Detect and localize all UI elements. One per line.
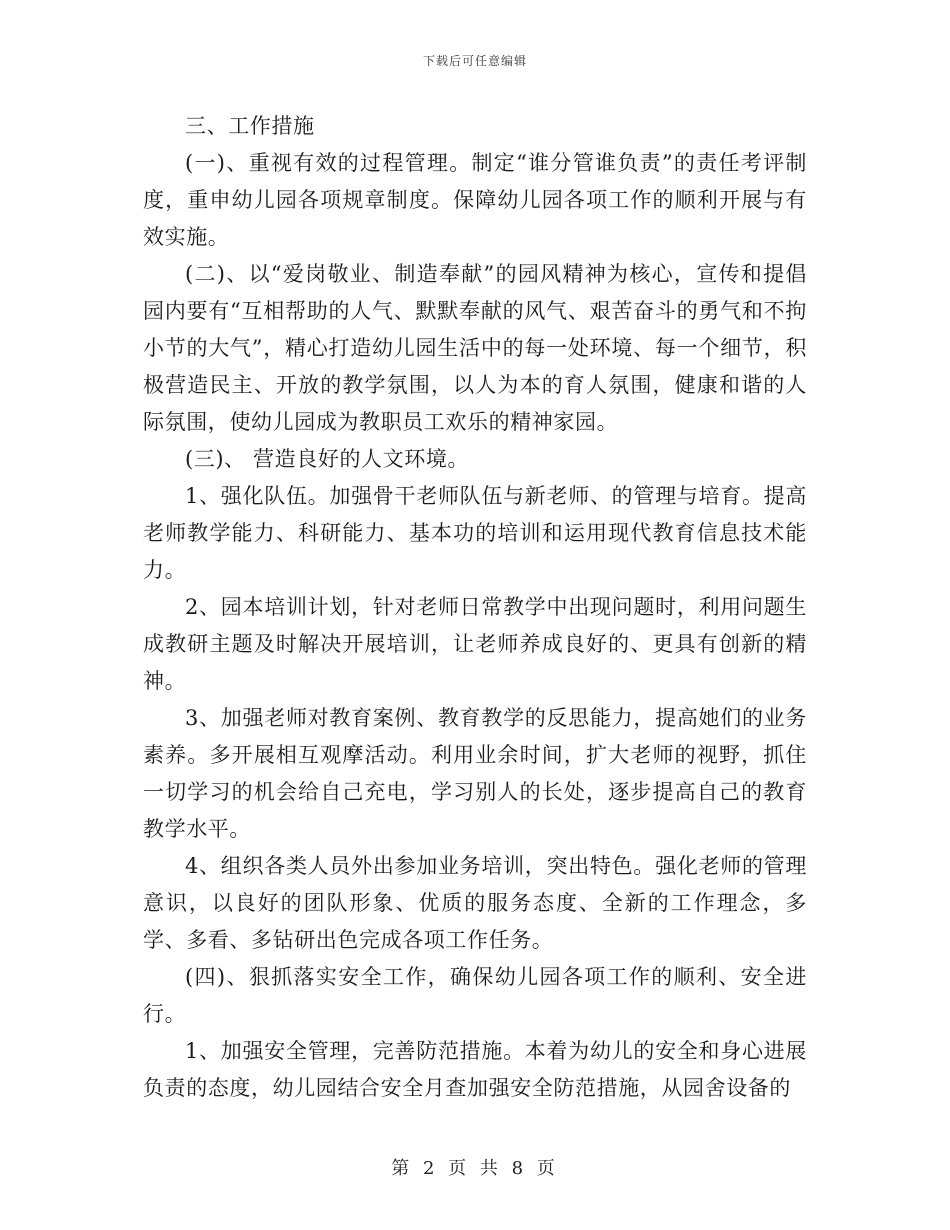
paragraph-7: 4、组织各类人员外出参加业务培训，突出特色。强化老师的管理意识，以良好的团队形象、优质的服务态度、全新的工作理念，多学、多看、多钻研出色完成各项工作任务。 xyxy=(143,854,807,952)
document-body xyxy=(143,108,807,1107)
paragraph-8: (四)、狠抓落实安全工作，确保幼儿园各项工作的顺利、安全进行。 xyxy=(143,965,807,1026)
paragraph-3: (三)、 营造良好的人文环境。 xyxy=(185,447,470,471)
paragraph-9: 1、加强安全管理，完善防范措施。本着为幼儿的安全和身心进展负责的态度，幼儿园结合安全月查加强安全防范措施，从园舍设备的 xyxy=(143,1039,807,1100)
page-header: 下载后可任意编辑 xyxy=(422,54,527,68)
paragraph-5: 2、园本培训计划，针对老师日常教学中出现问题时，利用问题生成教研主题及时解决开展培训，让老师养成良好的、更具有创新的精神。 xyxy=(143,595,807,693)
section-heading: 三、工作措施 xyxy=(185,114,315,138)
paragraph-1: (一)、重视有效的过程管理。制定“谁分管谁负责”的责任考评制度，重申幼儿园各项规章制度。保障幼儿园各项工作的顺利开展与有效实施。 xyxy=(143,151,807,249)
paragraph-6: 3、加强老师对教育案例、教育教学的反思能力，提高她们的业务素养。多开展相互观摩活动。利用业余时间，扩大老师的视野，抓住一切学习的机会给自己充电，学习别人的长处，逐步提高自己的教育教学水平。 xyxy=(143,706,807,841)
paragraph-4: 1、强化队伍。加强骨干老师队伍与新老师、的管理与培育。提高老师教学能力、科研能力、基本功的培训和运用现代教育信息技术能力。 xyxy=(143,484,807,582)
page-number-footer: 第 2 页 共 8 页 xyxy=(391,1158,559,1179)
paragraph-2: (二)、以“爱岗敬业、制造奉献”的园风精神为核心，宣传和提倡园内要有“互相帮助的人气、默默奉献的风气、艰苦奋斗的勇气和不拘小节的大气”，精心打造幼儿园生活中的每一处环境、每一个细节，积极营造民主、开放的教学氛围，以人为本的育人氛围，健康和谐的人际氛围，使幼儿园成为教职员工欢乐的精神家园。 xyxy=(143,262,807,434)
